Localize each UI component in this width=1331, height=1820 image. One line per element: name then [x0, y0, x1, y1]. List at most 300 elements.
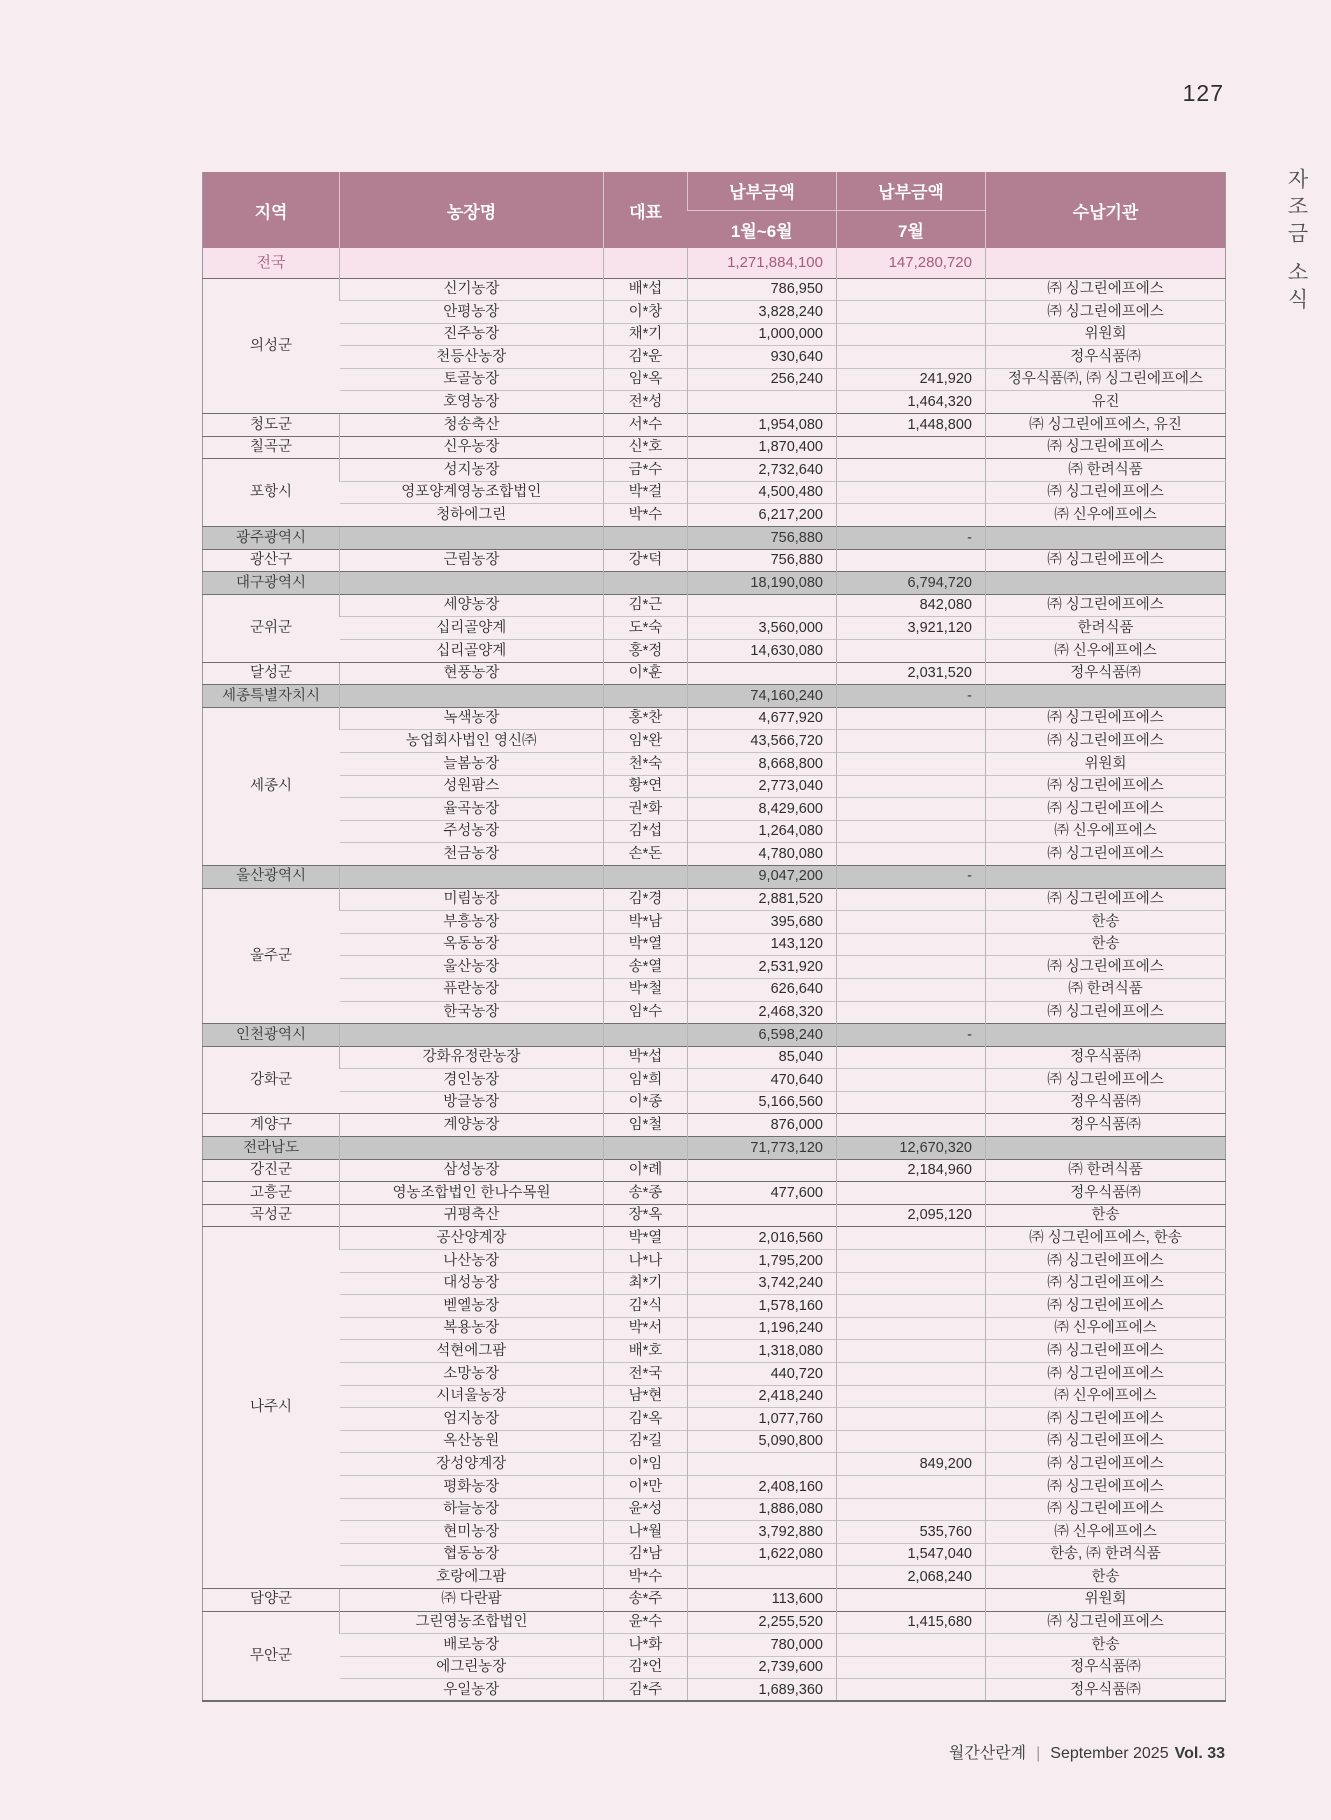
farm-name: ㈜ 다란팜	[340, 1588, 604, 1611]
amount-jul	[837, 1250, 986, 1273]
farm-name: 미림농장	[340, 888, 604, 911]
receiving-org: 정우식품㈜, ㈜ 싱그린에프에스	[986, 368, 1226, 391]
farm-name: 엄지농장	[340, 1408, 604, 1431]
amount-jan-jun	[688, 662, 837, 685]
receiving-org: ㈜ 싱그린에프에스	[986, 888, 1226, 911]
representative-name: 김*경	[604, 888, 688, 911]
summary-rep-empty	[604, 572, 688, 595]
summary-farm-empty	[340, 865, 604, 888]
receiving-org: ㈜ 싱그린에프에스	[986, 1430, 1226, 1453]
receiving-org: ㈜ 싱그린에프에스	[986, 549, 1226, 572]
summary-amount-jan-jun: 71,773,120	[688, 1137, 837, 1160]
receiving-org: 위원회	[986, 323, 1226, 346]
receiving-org: ㈜ 싱그린에프에스	[986, 594, 1226, 617]
representative-name: 배*섭	[604, 278, 688, 301]
farm-row	[203, 1679, 1226, 1702]
representative-name: 최*기	[604, 1272, 688, 1295]
farm-row	[203, 617, 1226, 640]
summary-amount-jan-jun: 18,190,080	[688, 572, 837, 595]
summary-org-empty	[986, 865, 1226, 888]
amount-jan-jun: 1,886,080	[688, 1498, 837, 1521]
farm-name: 녹색농장	[340, 707, 604, 730]
farm-name: 안평농장	[340, 301, 604, 324]
amount-jan-jun: 440,720	[688, 1363, 837, 1386]
col-header-rep: 대표	[604, 172, 688, 248]
amount-jan-jun: 1,689,360	[688, 1679, 837, 1702]
amount-jan-jun: 1,264,080	[688, 820, 837, 843]
amount-jul	[837, 1114, 986, 1137]
receiving-org: 정우식품㈜	[986, 1091, 1226, 1114]
farm-name: 그린영농조합법인	[340, 1611, 604, 1634]
representative-name: 임*옥	[604, 368, 688, 391]
representative-name: 김*언	[604, 1656, 688, 1679]
amount-jul	[837, 436, 986, 459]
amount-jan-jun: 3,560,000	[688, 617, 837, 640]
amount-jan-jun: 5,090,800	[688, 1430, 837, 1453]
region-name: 군위군	[203, 594, 340, 662]
amount-jan-jun	[688, 1159, 837, 1182]
amount-jul	[837, 1046, 986, 1069]
farm-row	[203, 1566, 1226, 1589]
representative-name: 김*남	[604, 1543, 688, 1566]
representative-name: 송*열	[604, 956, 688, 979]
farm-name: 우일농장	[340, 1679, 604, 1702]
representative-name: 김*근	[604, 594, 688, 617]
col-header-org: 수납기관	[986, 172, 1226, 248]
representative-name: 박*열	[604, 1227, 688, 1250]
amount-jan-jun: 4,780,080	[688, 843, 837, 866]
amount-jan-jun: 626,640	[688, 978, 837, 1001]
farm-name: 신기농장	[340, 278, 604, 301]
farm-row	[203, 1475, 1226, 1498]
farm-name: 청하에그린	[340, 504, 604, 527]
farm-name: 주성농장	[340, 820, 604, 843]
farm-row	[203, 1204, 1226, 1227]
representative-name: 신*호	[604, 436, 688, 459]
amount-jan-jun: 395,680	[688, 911, 837, 934]
total-farm-empty	[340, 248, 604, 278]
amount-jan-jun	[688, 391, 837, 414]
farm-name: 울산농장	[340, 956, 604, 979]
amount-jan-jun	[688, 594, 837, 617]
amount-jan-jun: 2,408,160	[688, 1475, 837, 1498]
amount-jul: 1,415,680	[837, 1611, 986, 1634]
amount-jan-jun: 4,500,480	[688, 481, 837, 504]
representative-name: 금*수	[604, 459, 688, 482]
summary-rep-empty	[604, 1137, 688, 1160]
receiving-org: 한송	[986, 1634, 1226, 1657]
amount-jul	[837, 549, 986, 572]
amount-jan-jun: 3,828,240	[688, 301, 837, 324]
farm-row	[203, 391, 1226, 414]
representative-name: 이*훈	[604, 662, 688, 685]
farm-name: 농업회사법인 영신㈜	[340, 730, 604, 753]
farm-row	[203, 1634, 1226, 1657]
farm-row	[203, 1498, 1226, 1521]
amount-jul	[837, 1295, 986, 1318]
farm-name: 근림농장	[340, 549, 604, 572]
amount-jan-jun: 930,640	[688, 346, 837, 369]
amount-jul	[837, 1588, 986, 1611]
representative-name: 이*만	[604, 1475, 688, 1498]
amount-jan-jun: 1,196,240	[688, 1317, 837, 1340]
farm-row	[203, 798, 1226, 821]
amount-jan-jun: 1,795,200	[688, 1250, 837, 1273]
summary-org-empty	[986, 527, 1226, 550]
representative-name: 박*수	[604, 1566, 688, 1589]
region-name: 포항시	[203, 459, 340, 527]
region-name: 고흥군	[203, 1182, 340, 1205]
receiving-org: ㈜ 신우에프에스	[986, 640, 1226, 663]
representative-name: 박*남	[604, 911, 688, 934]
amount-jul	[837, 1317, 986, 1340]
col-header-region: 지역	[203, 172, 340, 248]
amount-jan-jun: 2,255,520	[688, 1611, 837, 1634]
amount-jul	[837, 775, 986, 798]
receiving-org: ㈜ 싱그린에프에스	[986, 730, 1226, 753]
representative-name: 이*종	[604, 1091, 688, 1114]
farm-row	[203, 888, 1226, 911]
amount-jan-jun: 5,166,560	[688, 1091, 837, 1114]
farm-name: 진주농장	[340, 323, 604, 346]
farm-name: 현미농장	[340, 1521, 604, 1544]
farm-row	[203, 1521, 1226, 1544]
receiving-org: ㈜ 싱그린에프에스	[986, 707, 1226, 730]
receiving-org: 유진	[986, 391, 1226, 414]
amount-jul	[837, 640, 986, 663]
farm-row	[203, 481, 1226, 504]
section-label-vertical: 자조금 소식	[1285, 168, 1308, 315]
farm-row	[203, 1408, 1226, 1431]
farm-row	[203, 1272, 1226, 1295]
amount-jan-jun: 477,600	[688, 1182, 837, 1205]
representative-name: 홍*정	[604, 640, 688, 663]
amount-jul	[837, 1227, 986, 1250]
farm-row	[203, 820, 1226, 843]
receiving-org: 정우식품㈜	[986, 1182, 1226, 1205]
summary-amount-jul: -	[837, 685, 986, 708]
farm-row	[203, 1182, 1226, 1205]
representative-name: 남*현	[604, 1385, 688, 1408]
farm-row	[203, 1588, 1226, 1611]
summary-rep-empty	[604, 527, 688, 550]
amount-jul: 535,760	[837, 1521, 986, 1544]
region-name: 칠곡군	[203, 436, 340, 459]
representative-name: 채*기	[604, 323, 688, 346]
farm-name: 현풍농장	[340, 662, 604, 685]
receiving-org: 한송	[986, 933, 1226, 956]
receiving-org: ㈜ 신우에프에스	[986, 1521, 1226, 1544]
amount-jan-jun: 1,318,080	[688, 1340, 837, 1363]
representative-name: 배*호	[604, 1340, 688, 1363]
farm-row	[203, 1114, 1226, 1137]
amount-jan-jun: 470,640	[688, 1069, 837, 1092]
farm-row	[203, 1543, 1226, 1566]
representative-name: 김*운	[604, 346, 688, 369]
representative-name: 박*철	[604, 978, 688, 1001]
farm-row	[203, 752, 1226, 775]
summary-rep-empty	[604, 685, 688, 708]
farm-name: 귀평축산	[340, 1204, 604, 1227]
farm-name: 호랑에그팜	[340, 1566, 604, 1589]
amount-jan-jun: 85,040	[688, 1046, 837, 1069]
page-number: 127	[1182, 80, 1224, 106]
receiving-org: 한송	[986, 1566, 1226, 1589]
amount-jan-jun: 3,792,880	[688, 1521, 837, 1544]
representative-name: 김*섭	[604, 820, 688, 843]
receiving-org: ㈜ 싱그린에프에스, 유진	[986, 414, 1226, 437]
receiving-org: ㈜ 한려식품	[986, 978, 1226, 1001]
farm-row	[203, 707, 1226, 730]
amount-jul	[837, 459, 986, 482]
receiving-org: ㈜ 싱그린에프에스	[986, 1272, 1226, 1295]
farm-name: 배로농장	[340, 1634, 604, 1657]
receiving-org: 한송	[986, 1204, 1226, 1227]
summary-region-name: 세종특별자치시	[203, 685, 340, 708]
amount-jan-jun	[688, 1566, 837, 1589]
farm-name: 경인농장	[340, 1069, 604, 1092]
farm-row	[203, 1046, 1226, 1069]
total-rep-empty	[604, 248, 688, 278]
amount-jan-jun: 143,120	[688, 933, 837, 956]
summary-org-empty	[986, 685, 1226, 708]
summary-region-name: 울산광역시	[203, 865, 340, 888]
farm-name: 십리골양계	[340, 617, 604, 640]
receiving-org: ㈜ 싱그린에프에스	[986, 1408, 1226, 1431]
amount-jul: 1,448,800	[837, 414, 986, 437]
receiving-org: ㈜ 싱그린에프에스, 한송	[986, 1227, 1226, 1250]
farm-name: 대성농장	[340, 1272, 604, 1295]
representative-name: 황*연	[604, 775, 688, 798]
farm-row	[203, 346, 1226, 369]
farm-row	[203, 730, 1226, 753]
summary-amount-jan-jun: 756,880	[688, 527, 837, 550]
col-subheader-period-janjun: 1월~6월	[688, 210, 837, 248]
summary-amount-jul: 6,794,720	[837, 572, 986, 595]
amount-jan-jun: 2,531,920	[688, 956, 837, 979]
summary-amount-jul: 12,670,320	[837, 1137, 986, 1160]
amount-jan-jun: 1,954,080	[688, 414, 837, 437]
region-name: 청도군	[203, 414, 340, 437]
farm-name: 옥동농장	[340, 933, 604, 956]
receiving-org: ㈜ 싱그린에프에스	[986, 1611, 1226, 1634]
farm-name: 석현에그팜	[340, 1340, 604, 1363]
farm-row	[203, 1295, 1226, 1318]
amount-jul	[837, 1069, 986, 1092]
representative-name: 손*돈	[604, 843, 688, 866]
farm-name: 천등산농장	[340, 346, 604, 369]
receiving-org: ㈜ 싱그린에프에스	[986, 481, 1226, 504]
payment-table	[202, 172, 1226, 1702]
farm-row	[203, 662, 1226, 685]
amount-jan-jun: 1,622,080	[688, 1543, 837, 1566]
receiving-org: 정우식품㈜	[986, 1114, 1226, 1137]
farm-row	[203, 549, 1226, 572]
region-summary-row	[203, 865, 1226, 888]
farm-row	[203, 1001, 1226, 1024]
region-summary-row	[203, 572, 1226, 595]
farm-row	[203, 1227, 1226, 1250]
receiving-org: 정우식품㈜	[986, 662, 1226, 685]
farm-name: 청송축산	[340, 414, 604, 437]
amount-jul: 241,920	[837, 368, 986, 391]
amount-jul	[837, 323, 986, 346]
farm-name: 옥산농원	[340, 1430, 604, 1453]
farm-name: 신우농장	[340, 436, 604, 459]
amount-jan-jun	[688, 1453, 837, 1476]
summary-region-name: 광주광역시	[203, 527, 340, 550]
representative-name: 송*주	[604, 1588, 688, 1611]
amount-jan-jun: 4,677,920	[688, 707, 837, 730]
amount-jul: 3,921,120	[837, 617, 986, 640]
amount-jul	[837, 1001, 986, 1024]
table-header	[203, 172, 1226, 248]
representative-name: 이*임	[604, 1453, 688, 1476]
farm-row	[203, 594, 1226, 617]
farm-row	[203, 1091, 1226, 1114]
total-org-empty	[986, 248, 1226, 278]
amount-jul	[837, 1408, 986, 1431]
receiving-org: ㈜ 싱그린에프에스	[986, 278, 1226, 301]
farm-row	[203, 640, 1226, 663]
amount-jul	[837, 1430, 986, 1453]
farm-row	[203, 368, 1226, 391]
amount-jul	[837, 820, 986, 843]
amount-jan-jun: 2,016,560	[688, 1227, 837, 1250]
farm-name: 공산양계장	[340, 1227, 604, 1250]
amount-jul	[837, 1091, 986, 1114]
receiving-org: 정우식품㈜	[986, 1656, 1226, 1679]
amount-jul: 1,464,320	[837, 391, 986, 414]
receiving-org: ㈜ 싱그린에프에스	[986, 1250, 1226, 1273]
representative-name: 임*철	[604, 1114, 688, 1137]
amount-jan-jun: 2,468,320	[688, 1001, 837, 1024]
summary-amount-jul: -	[837, 1024, 986, 1047]
farm-row	[203, 911, 1226, 934]
farm-name: 영농조합법인 한나수목원	[340, 1182, 604, 1205]
summary-region-name: 대구광역시	[203, 572, 340, 595]
farm-row	[203, 504, 1226, 527]
farm-row	[203, 1385, 1226, 1408]
receiving-org: 한려식품	[986, 617, 1226, 640]
farm-row	[203, 459, 1226, 482]
amount-jul: 2,095,120	[837, 1204, 986, 1227]
receiving-org: ㈜ 싱그린에프에스	[986, 1453, 1226, 1476]
receiving-org: 정우식품㈜	[986, 1679, 1226, 1702]
farm-name: 장성양계장	[340, 1453, 604, 1476]
representative-name: 박*걸	[604, 481, 688, 504]
col-header-amount-jul: 납부금액	[837, 172, 986, 210]
farm-name: 성지농장	[340, 459, 604, 482]
representative-name: 서*수	[604, 414, 688, 437]
representative-name: 윤*성	[604, 1498, 688, 1521]
region-name: 의성군	[203, 278, 340, 414]
farm-row	[203, 1430, 1226, 1453]
footer-magazine-title: 월간산란계	[948, 1745, 1027, 1762]
farm-row	[203, 775, 1226, 798]
footer-separator: |	[1036, 1745, 1041, 1762]
farm-name: 평화농장	[340, 1475, 604, 1498]
farm-row	[203, 436, 1226, 459]
amount-jan-jun: 2,773,040	[688, 775, 837, 798]
representative-name: 나*월	[604, 1521, 688, 1544]
receiving-org: ㈜ 싱그린에프에스	[986, 1069, 1226, 1092]
total-amount-jan-jun: 1,271,884,100	[688, 248, 837, 278]
amount-jan-jun: 2,732,640	[688, 459, 837, 482]
farm-name: 강화유정란농장	[340, 1046, 604, 1069]
receiving-org: ㈜ 싱그린에프에스	[986, 1363, 1226, 1386]
farm-row	[203, 1453, 1226, 1476]
representative-name: 나*화	[604, 1634, 688, 1657]
amount-jul	[837, 978, 986, 1001]
receiving-org: ㈜ 신우에프에스	[986, 504, 1226, 527]
summary-amount-jul: -	[837, 527, 986, 550]
amount-jul	[837, 1340, 986, 1363]
amount-jul	[837, 278, 986, 301]
representative-name: 박*열	[604, 933, 688, 956]
representative-name: 윤*수	[604, 1611, 688, 1634]
amount-jul	[837, 1272, 986, 1295]
amount-jul	[837, 956, 986, 979]
total-region-label: 전국	[203, 248, 340, 278]
farm-name: 나산농장	[340, 1250, 604, 1273]
farm-name: 율곡농장	[340, 798, 604, 821]
amount-jan-jun: 1,000,000	[688, 323, 837, 346]
farm-name: 부흥농장	[340, 911, 604, 934]
summary-farm-empty	[340, 527, 604, 550]
receiving-org: 한송, ㈜ 한려식품	[986, 1543, 1226, 1566]
amount-jul	[837, 1385, 986, 1408]
receiving-org: ㈜ 싱그린에프에스	[986, 956, 1226, 979]
farm-name: 소망농장	[340, 1363, 604, 1386]
region-name: 나주시	[203, 1227, 340, 1589]
representative-name: 임*수	[604, 1001, 688, 1024]
region-summary-row	[203, 1024, 1226, 1047]
receiving-org: 위원회	[986, 1588, 1226, 1611]
farm-name: 방글농장	[340, 1091, 604, 1114]
receiving-org: ㈜ 싱그린에프에스	[986, 843, 1226, 866]
receiving-org: ㈜ 싱그린에프에스	[986, 1001, 1226, 1024]
region-summary-row	[203, 527, 1226, 550]
summary-farm-empty	[340, 1137, 604, 1160]
farm-row	[203, 301, 1226, 324]
receiving-org: ㈜ 한려식품	[986, 1159, 1226, 1182]
col-header-amount-janjun: 납부금액	[688, 172, 837, 210]
region-name: 담양군	[203, 1588, 340, 1611]
amount-jul	[837, 1679, 986, 1702]
receiving-org: ㈜ 싱그린에프에스	[986, 301, 1226, 324]
amount-jan-jun: 6,217,200	[688, 504, 837, 527]
farm-row	[203, 1317, 1226, 1340]
amount-jan-jun: 876,000	[688, 1114, 837, 1137]
amount-jul	[837, 481, 986, 504]
farm-name: 복용농장	[340, 1317, 604, 1340]
region-summary-row	[203, 685, 1226, 708]
representative-name: 송*종	[604, 1182, 688, 1205]
region-name: 세종시	[203, 707, 340, 865]
amount-jul	[837, 504, 986, 527]
representative-name: 권*화	[604, 798, 688, 821]
farm-name: 삼성농장	[340, 1159, 604, 1182]
farm-row	[203, 1611, 1226, 1634]
summary-org-empty	[986, 572, 1226, 595]
summary-amount-jan-jun: 6,598,240	[688, 1024, 837, 1047]
farm-name: 계양농장	[340, 1114, 604, 1137]
summary-farm-empty	[340, 685, 604, 708]
region-name: 강화군	[203, 1046, 340, 1114]
amount-jul: 849,200	[837, 1453, 986, 1476]
amount-jul	[837, 1634, 986, 1657]
